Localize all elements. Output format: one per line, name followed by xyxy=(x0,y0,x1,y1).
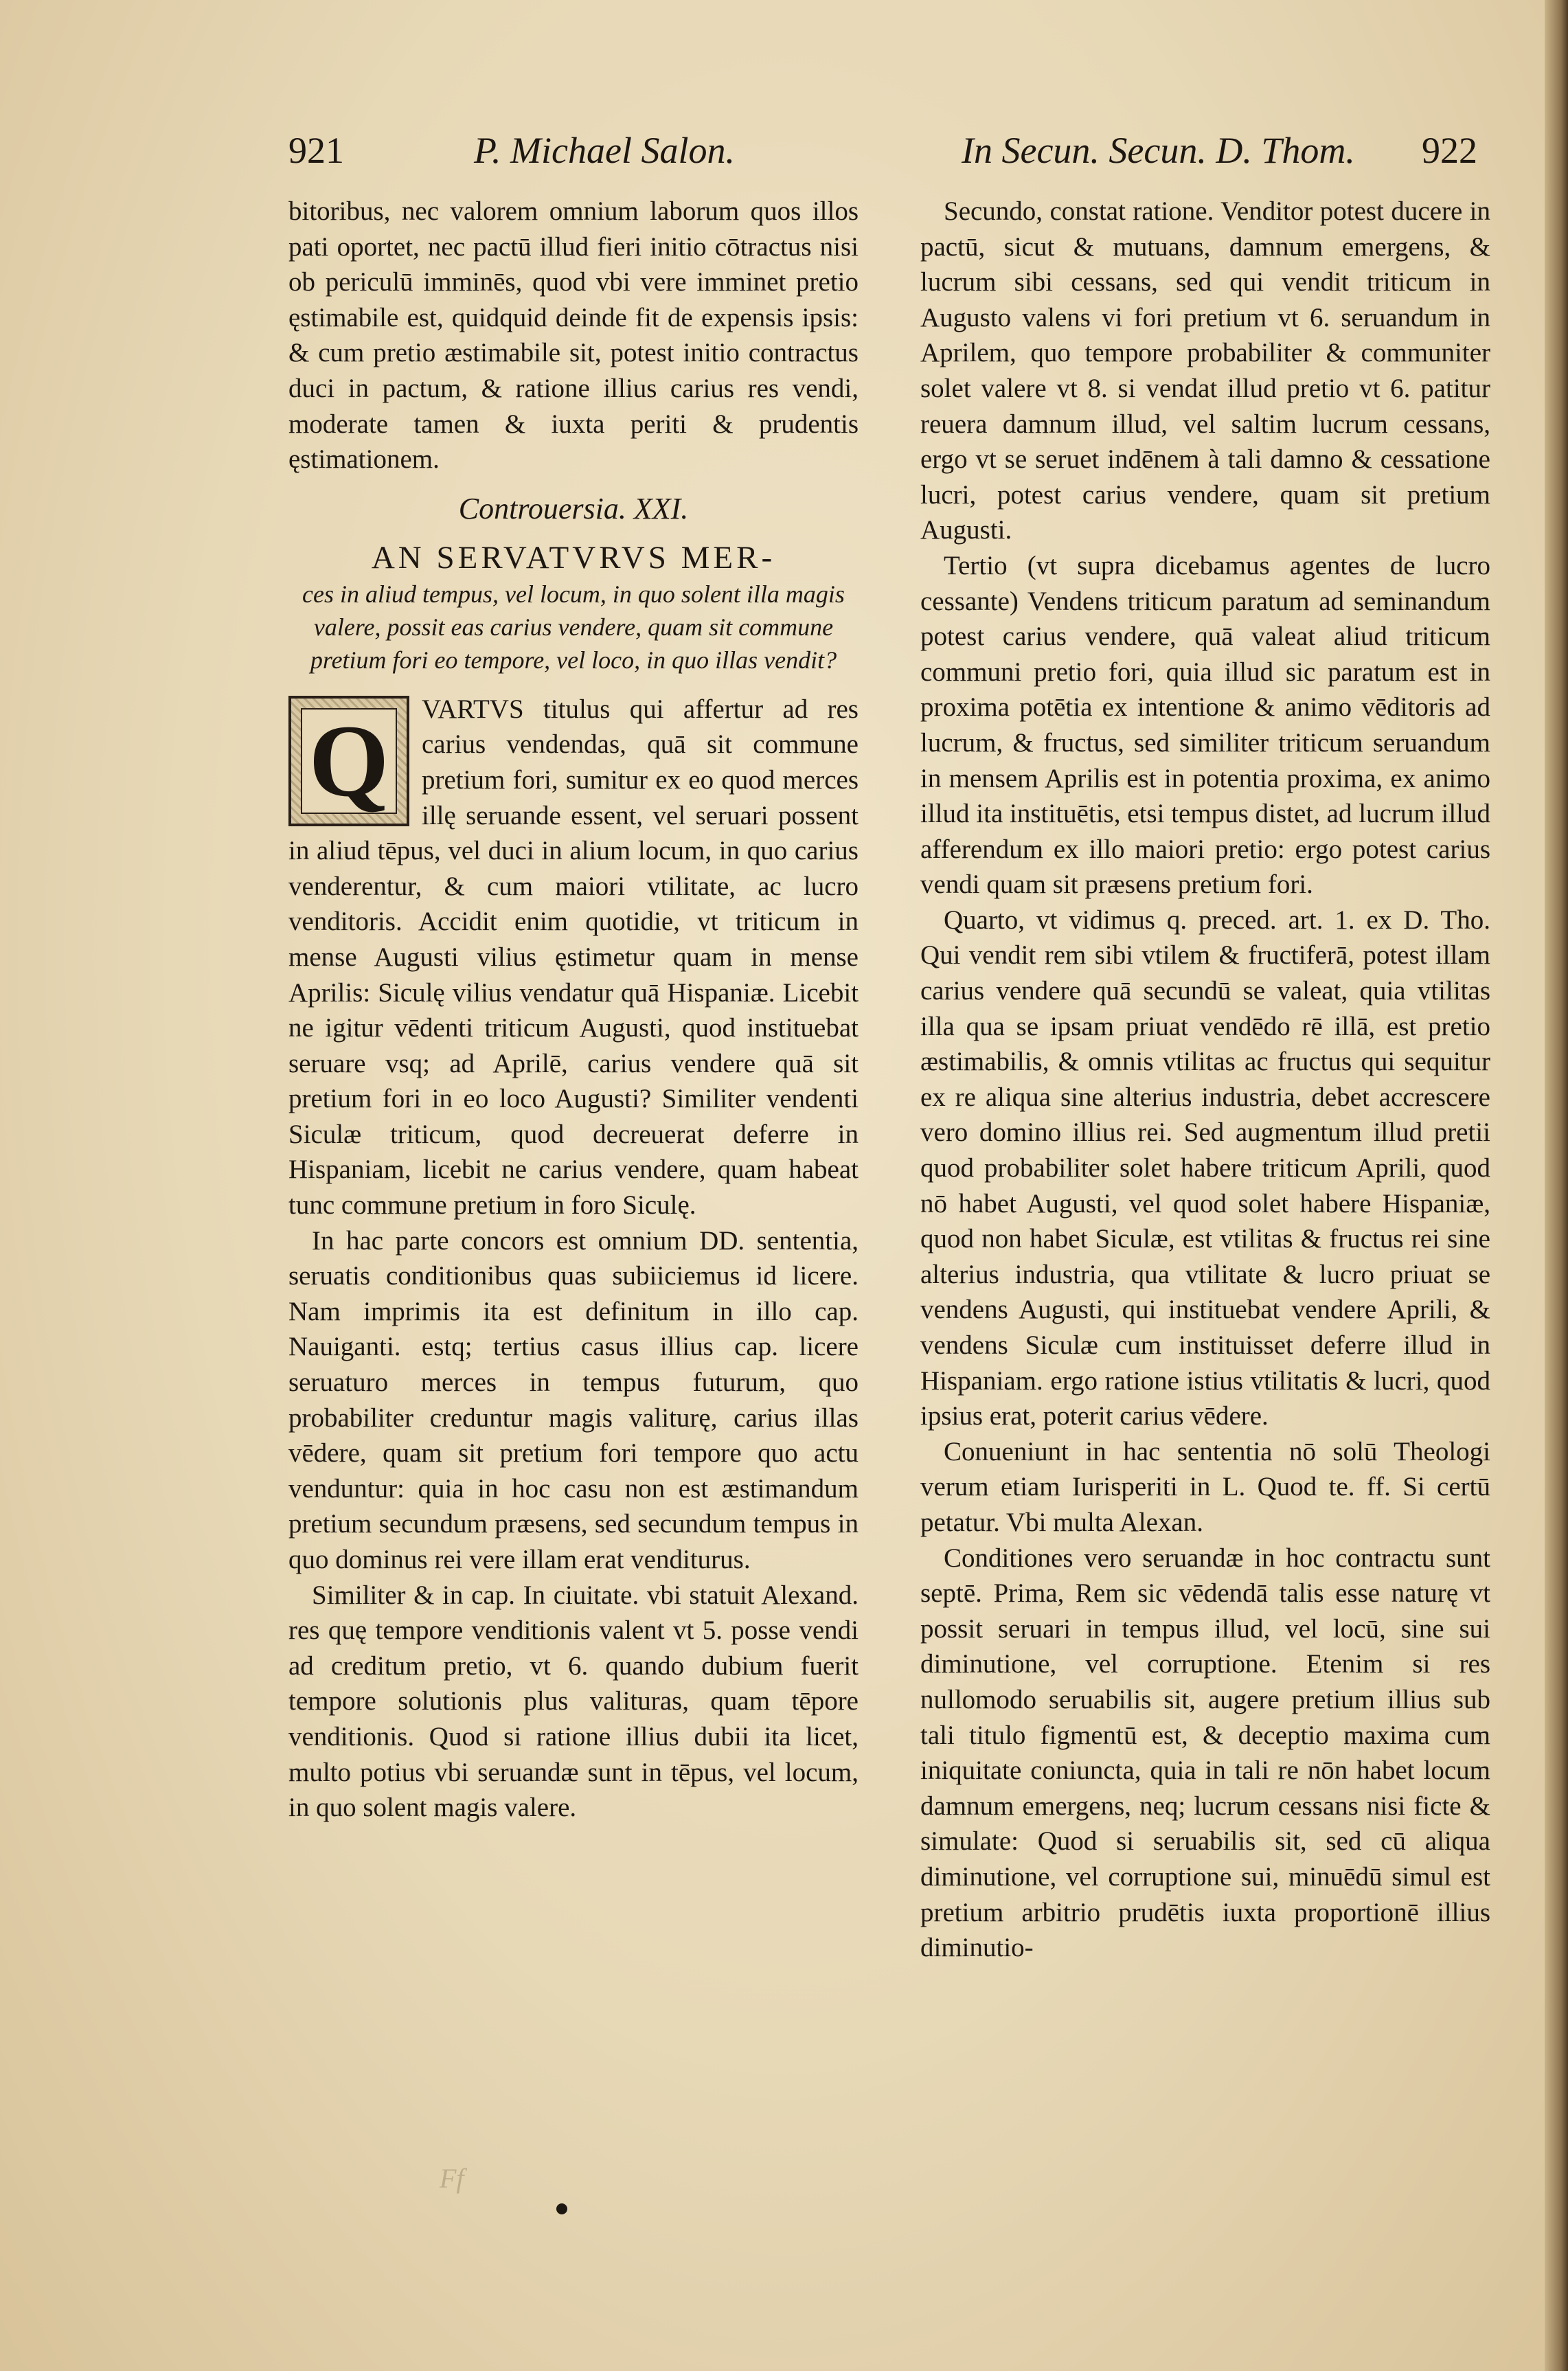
title-caps-line: AN SERVATVRVS MER- xyxy=(371,539,776,576)
book-spine-shadow xyxy=(1545,0,1568,2371)
right-paragraph-4: Conueniunt in hac sententia nō solū Theologi verum etiam Iurisperiti in L. Quod te. ff. Si certū petatur. Vbi multa Alexan. xyxy=(920,1436,1490,1537)
right-page-number: 922 xyxy=(1422,130,1477,171)
title-italic-lines: ces in aliud tempus, vel locum, in quo solent illa magis valere, possit eas carius vendere, quam sit commune pretium fori eo tempore, vel loco, in quo illas vendit? xyxy=(302,580,845,674)
ornamental-dropcap-icon xyxy=(288,696,409,826)
right-running-title: In Secun. Secun. D. Thom. xyxy=(962,130,1355,171)
dropcap-letter: Q xyxy=(301,708,398,814)
opening-paragraph: bitoribus, nec valorem omnium laborum quos illos pati oportet, nec pactū illud fieri initio cōtractus nisi ob periculū imminēs, quod vbi vere imminet pretio ęstimabile est, quidquid deinde fit de expensis ipsis: & cum pretio æstimabile sit, potest initio contractus duci in pactum, & ratione illius carius res vendi, moderate tamen & iuxta periti & prudentis ęstimationem. xyxy=(288,196,859,475)
left-column xyxy=(288,194,859,1826)
controversy-heading: Controuersia. XXI. xyxy=(458,491,689,525)
ink-dot xyxy=(556,2203,567,2214)
faded-signature-mark: Ff xyxy=(440,2163,464,2194)
dropcap-section xyxy=(288,692,859,1223)
dropcap-paragraph: VARTVS titulus qui affertur ad res carius vendendas, quā sit commune pretium fori, sumitur ex eo quod merces illę seruande essent, vel seruari possent in aliud tēpus, vel duci in alium locum, in quo carius venderentur, & cum maiori vtilitate, ac lucro venditoris. Accidit enim quotidie, vt triticum in mense Augusti vilius ęstimetur quam in mense Aprilis: Siculę vilius vendatur quā Hispaniæ. Licebit ne igitur vēdenti triticum Augusti, quod instituebat seruare vsq; ad Aprilē, carius vendere quā sit pretium fori in eo loco Augusti? Similiter vendenti Siculæ triticum, quod decreuerat deferre in Hispaniam, licebit ne carius vendere, quam habeat tunc commune pretium in foro Siculę. xyxy=(288,694,859,1221)
left-paragraph-3: Similiter & in cap. In ciuitate. vbi statuit Alexand. res quę tempore venditionis valent vt 5. posse vendi ad creditum pretio, vt 6. quando dubium fuerit tempore solutionis plus valituras, quam tēpore venditionis. Quod si ratione illius dubii ita licet, multo potius vbi seruandæ sunt in tēpus, vel locum, in quo solent magis valere. xyxy=(288,1580,859,1823)
left-page-number: 921 xyxy=(288,130,344,171)
right-paragraph-2: Tertio (vt supra dicebamus agentes de lucro cessante) Vendens triticum paratum ad seminandum potest carius vendere, quā valeat aliud triticum communi pretio fori, quia illud sic paratum est in proxima potētia ex intentione & animo vēditoris ad lucrum, & fructus, sed similiter triticum seruandum in mensem Aprilis est in potentia proxima, ex animo illud ita instituētis, etsi tempus distet, ad lucrum illud afferendum ex illo maiori pretio: ergo potest carius vendi quam sit præsens pretium fori. xyxy=(920,550,1490,900)
right-paragraph-1: Secundo, constat ratione. Venditor potest ducere in pactū, sicut & mutuans, damnum emergens, & lucrum sibi cessans, sed qui vendit triticum in Augusto valens vi fori pretium vt 6. seruandum in Aprilem, quo tempore probabiliter & communiter solet valere vt 8. si vendat illud pretio vt 6. patitur reuera damnum illud, vel saltim lucrum cessans, ergo vt se seruet indēnem à tali damno & cessatione lucri, potest carius vendere, quam sit pretium Augusti. xyxy=(920,196,1490,545)
left-paragraph-2: In hac parte concors est omnium DD. sententia, seruatis conditionibus quas subiiciemus id licere. Nam imprimis ita est definitum in illo cap. Nauiganti. estq; tertius casus illius cap. licere seruaturo merces in tempus futurum, quo probabiliter creduntur magis valiturę, carius illas vēdere, quam sit pretium fori tempore quo actu venduntur: quia in hoc casu non est æstimandum pretium secundum præsens, sed secundum tempus in quo dominus rei vere illam erat venditurus. xyxy=(288,1225,859,1574)
right-paragraph-3: Quarto, vt vidimus q. preced. art. 1. ex D. Tho. Qui vendit rem sibi vtilem & fructiferā, potest illam carius vendere quā secundū se valeat, quia vtilitas illa qua se ipsam priuat vendēdo rē illā, est pretio æstimabilis, & omnis vtilitas ac fructus qui sequitur ex re aliqua sine alterius industria, debet accrescere vero domino illius rei. Sed augmentum illud pretii quod probabiliter solet habere triticum Aprili, quod nō habet Augusti, vel quod solet habere Hispaniæ, quod non habet Siculæ, est vtilitas & fructus rei sine alterius industria, qua vtilitate & lucro priuat se vendens Augusti, qui instituebat vendere Aprili, & vendens Siculæ cum instituisset deferre illud in Hispaniam. ergo ratione istius vtilitatis & lucri, quod ipsius erat, poterit carius vēdere. xyxy=(920,905,1490,1431)
right-paragraph-5: Conditiones vero seruandæ in hoc contractu sunt septē. Prima, Rem sic vēdendā talis esse naturę vt possit seruari in tempus illud, vel locū, sine sui diminutione, vel corruptione. Etenim si res nullomodo seruabilis sit, augere pretium illius sub tali titulo figmentū est, & deceptio maxima cum iniquitate coniuncta, quia in tali re nōn habet locum damnum emergens, neq; lucrum cessans nisi ficte & simulate: Quod si seruabilis sit, sed cū aliqua diminutione, vel corruptione sui, minuēdū simul est pretium arbitrio prudētis iuxta proportionē illius diminutio- xyxy=(920,1543,1490,1963)
right-column xyxy=(920,194,1490,1966)
controversy-title xyxy=(288,538,859,677)
left-running-title: P. Michael Salon. xyxy=(474,130,735,171)
